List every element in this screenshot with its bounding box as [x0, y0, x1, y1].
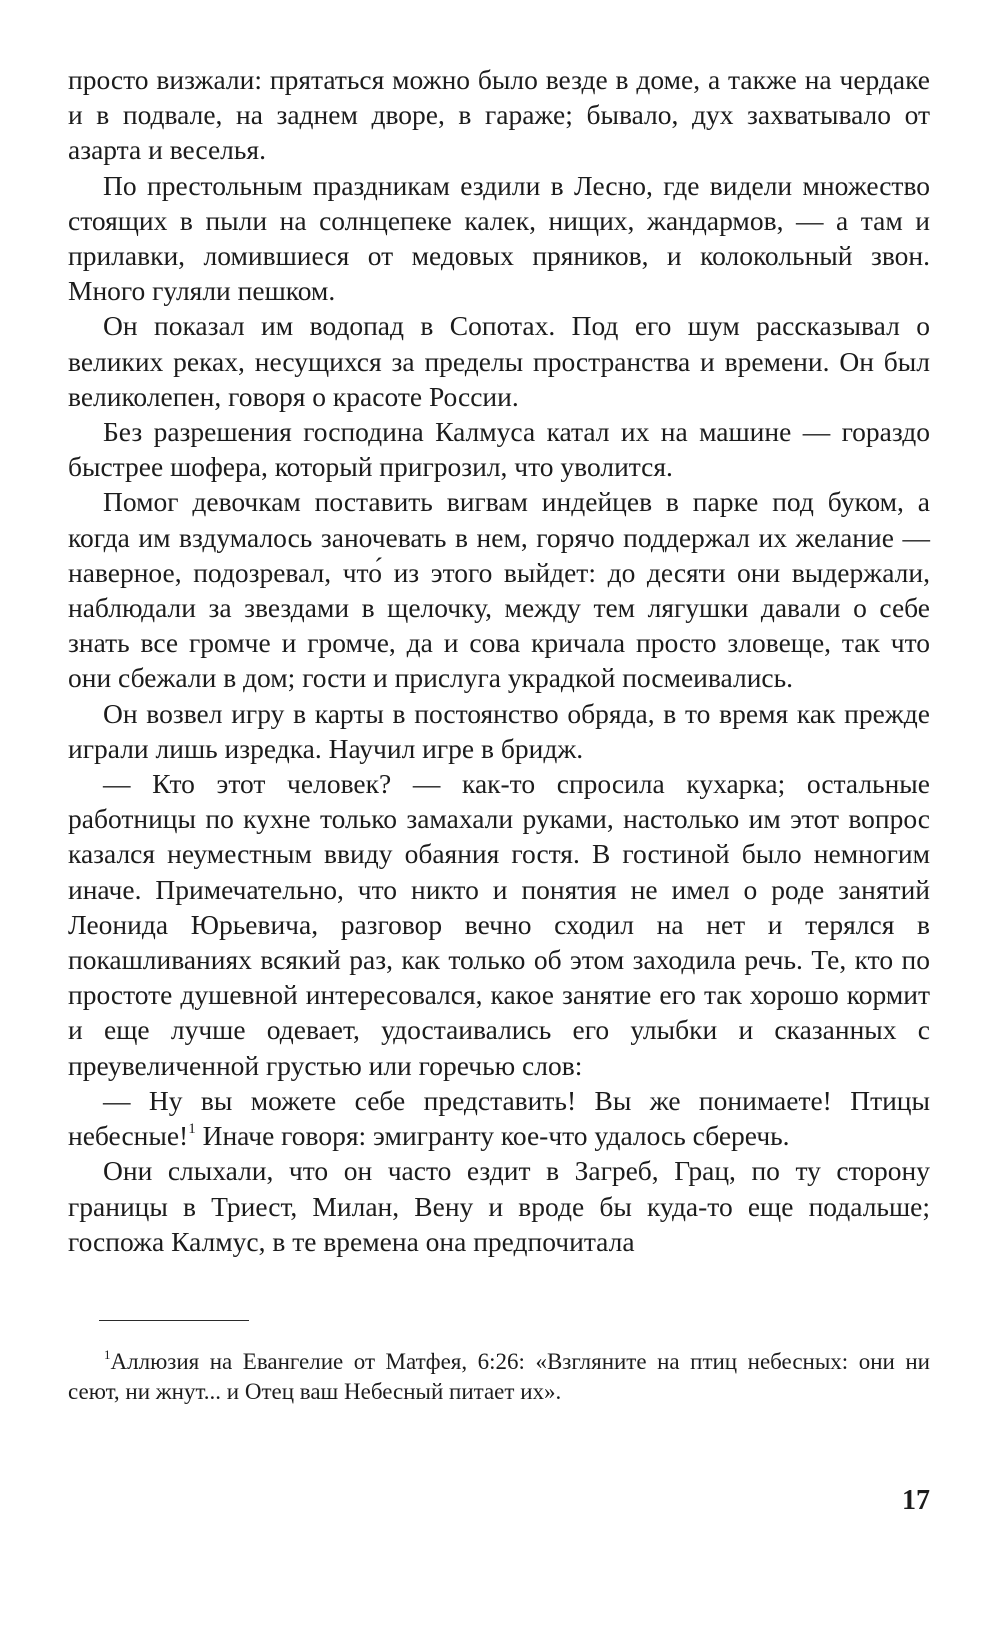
- page-number: 17: [902, 1485, 930, 1516]
- quote-text: — Ну вы можете себе представить! Вы же понимаете! Птицы небесные!: [68, 1084, 930, 1152]
- paragraph: Без разрешения господина Калмуса катал их на машине — гораздо быстрее шофера, который пригрозил, что уволится.: [68, 416, 930, 483]
- footnote: [68, 1347, 930, 1407]
- quote-paragraph: [68, 1083, 930, 1153]
- paragraph: Он показал им водопад в Сопотах. Под его шум рассказывал о великих реках, несущихся за пределы пространства и времени. Он был великолепен, говоря о красоте России.: [68, 310, 930, 412]
- paragraph: — Кто этот человек? — как-то спросила кухарка; остальные работницы по кухне только замахали руками, настолько им этот вопрос казался неуместным ввиду обаяния гостя. В гостиной было немногим иначе. Примечательно, что никто и понятия не имел о роде занятий Леонида Юрьевича, разговор вечно сходил на нет и терялся в покашливаниях всякий раз, как только об этом заходила речь. Те, кто по простоте душевной интересовался, какое занятие его так хорошо кормит и еще лучше одевает, удостаивались его улыбки и сказанных с преувеличенной грустью или горечью слов:: [68, 768, 930, 1081]
- paragraph: Он возвел игру в карты в постоянство обряда, в то время как прежде играли лишь изредка. Научил игре в бридж.: [68, 697, 930, 764]
- paragraph: По престольным праздникам ездили в Лесно, где видели множество стоящих в пыли на солнцепеке калек, нищих, жандармов, — а там и прилавки, ломившиеся от медовых пряников, и колокольный звон. Много гуляли пешком.: [68, 169, 930, 307]
- paragraph: Они слыхали, что он часто ездит в Загреб, Грац, по ту сторону границы в Триест, Милан, Вену и вроде бы куда-то еще подальше; госпожа Калмус, в те времена она предпочитала: [68, 1155, 930, 1257]
- footnote-text: Аллюзия на Евангелие от Матфея, 6:26: «Взгляните на птиц небесных: они ни сеют, ни жнут... и Отец ваш Небесный питает их».: [68, 1349, 930, 1404]
- footnote-marker: 1: [104, 1347, 111, 1363]
- quote-continuation: Иначе говоря: эмигранту кое-что удалось сберечь.: [195, 1120, 790, 1152]
- footnote-reference[interactable]: 1: [188, 1120, 196, 1137]
- paragraph: просто визжали: прятаться можно было везде в доме, а также на чердаке и в подвале, на заднем дворе, в гараже; бывало, дух захватывало от азарта и веселья.: [68, 64, 930, 166]
- footnote-divider: [99, 1320, 249, 1321]
- page-body: [68, 62, 930, 1259]
- paragraph: Помог девочкам поставить вигвам индейцев в парке под буком, а когда им вздумалось заночевать в нем, горячо поддержал их желание — наверное, подозревал, что́ из этого выйдет: до десяти они выдержали, наблюдали за звездами в щелочку, между тем лягушки давали о себе знать все громче и громче, да и сова кричала просто зловеще, так что они сбежали в дом; гости и прислуга украдкой посмеивались.: [68, 486, 930, 694]
